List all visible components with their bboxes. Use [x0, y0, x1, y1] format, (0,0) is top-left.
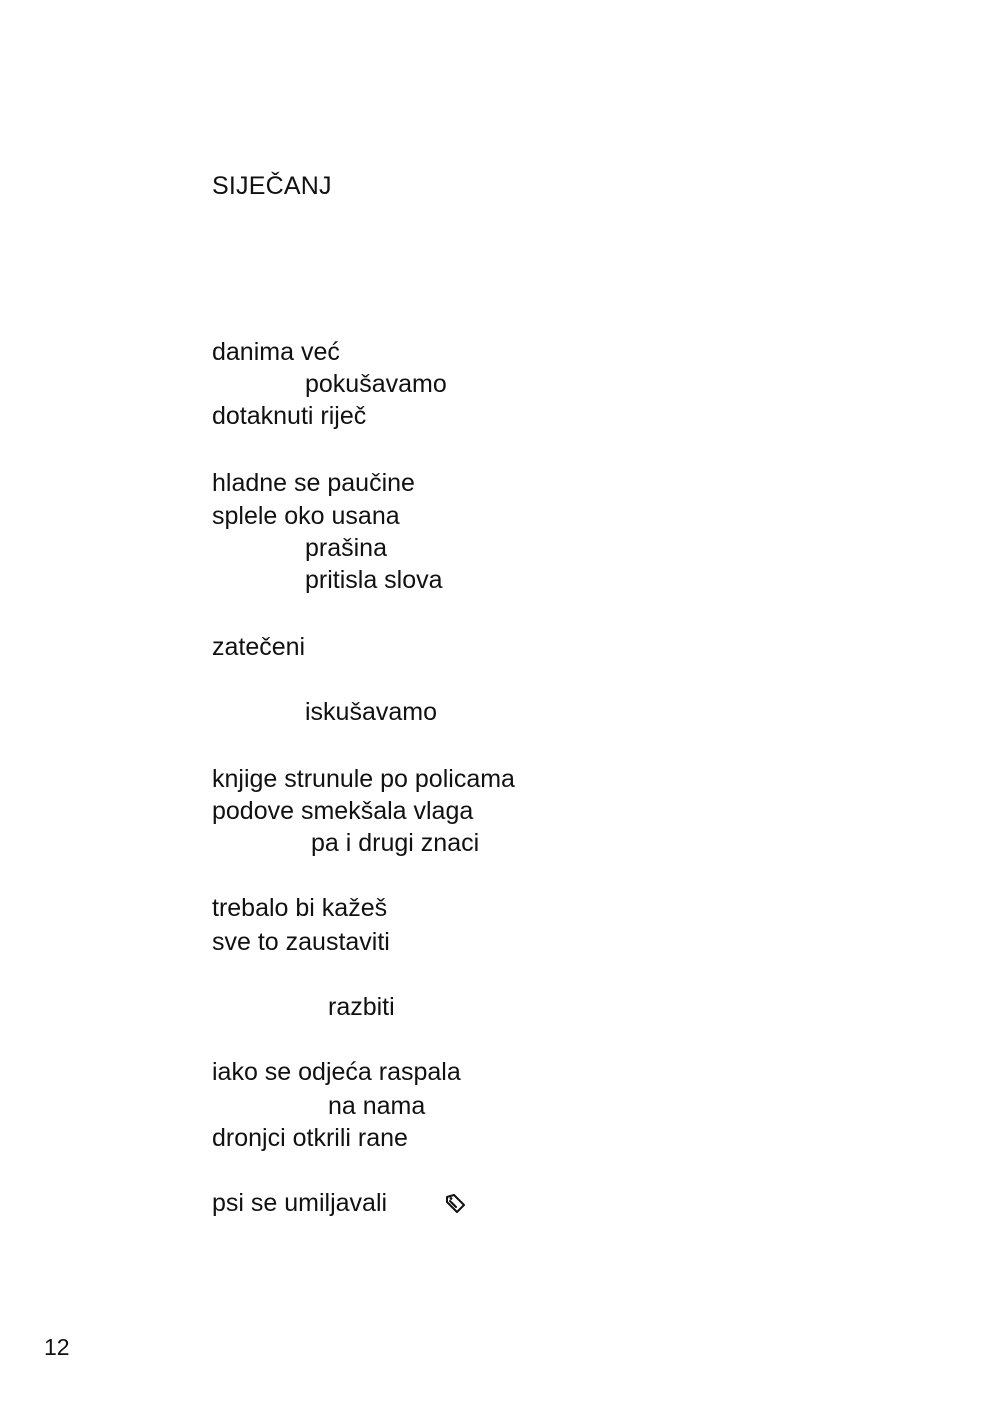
poem-line: hladne se paučine [212, 469, 415, 497]
poem-line: dronjci otkrili rane [212, 1124, 408, 1152]
poem-line: psi se umiljavali [212, 1189, 388, 1217]
poem-line: iskušavamo [305, 698, 437, 726]
page-number: 12 [44, 1334, 70, 1360]
poem-line: trebalo bi kažeš [212, 894, 388, 922]
poem-title: SIJEČANJ [212, 172, 332, 200]
poem-line: splele oko usana [212, 502, 400, 530]
poem-line: pritisla slova [305, 566, 443, 594]
poem-line: iako se odjeća raspala [212, 1058, 461, 1086]
poem-line: pokušavamo [305, 370, 447, 398]
poem-line: razbiti [328, 993, 395, 1021]
poem-line: knjige strunule po policama [212, 765, 515, 793]
poem-line: dotaknuti riječ [212, 402, 367, 430]
poem-line: podove smekšala vlaga [212, 797, 474, 825]
page-turn-mark-icon [444, 1192, 468, 1216]
poem-line: sve to zaustaviti [212, 928, 390, 956]
poem-line: na nama [328, 1092, 426, 1120]
poem-line: prašina [305, 534, 387, 562]
poem-line: zatečeni [212, 633, 306, 661]
poem-line: danima već [212, 338, 340, 366]
poem-line: pa i drugi znaci [311, 829, 480, 857]
